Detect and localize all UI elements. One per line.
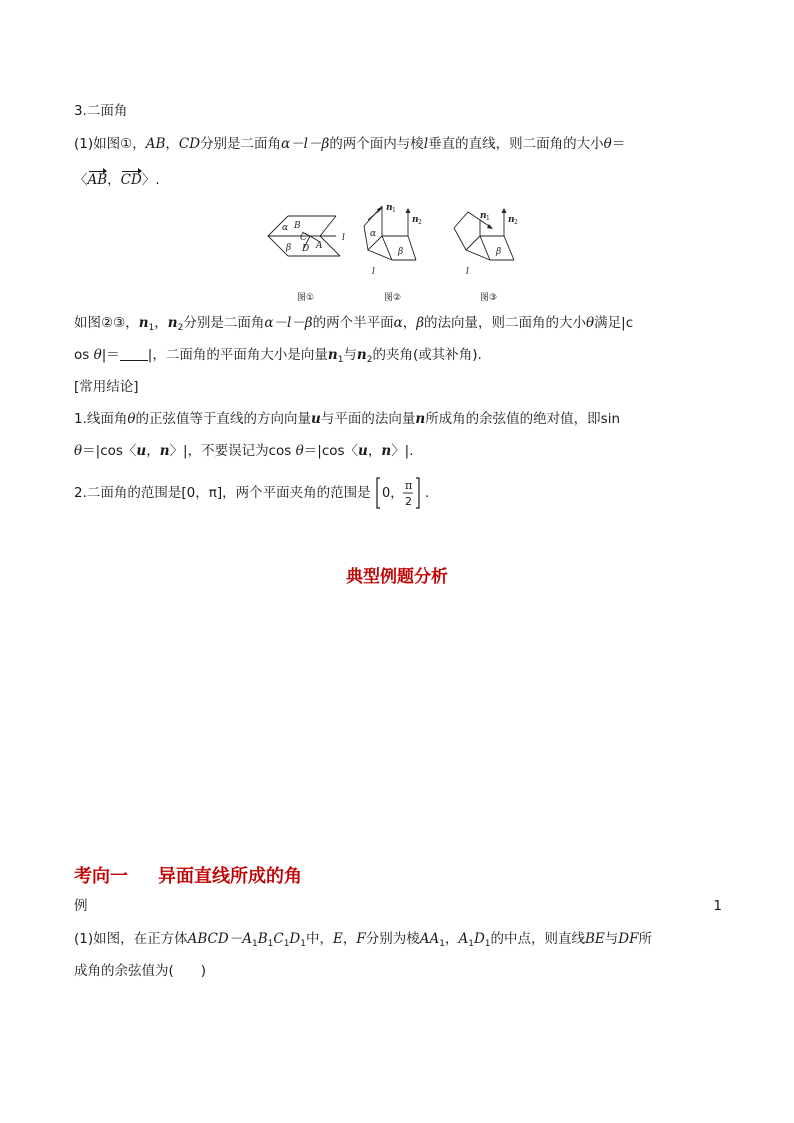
fig1-c-label: C <box>300 233 307 243</box>
interval-two: 2 <box>404 495 412 508</box>
fig1-alpha-label: α <box>282 223 289 233</box>
conclusion-1-line-2: θ＝|cos〈u，n〉|，不要误记为cos θ＝|cos〈u，n〉|. <box>74 443 414 459</box>
figure-1-caption: 图① <box>297 293 315 303</box>
fig1-b-label: B <box>294 221 301 231</box>
interval-zero: 0， <box>381 486 404 501</box>
conclusion-1-line-1: 1.线面角θ的正弦值等于直线的方向向量u与平面的法向量n所成角的余弦值的绝对值，即sin <box>74 411 621 427</box>
fig3-l-label: l <box>466 267 469 277</box>
paragraph-2-line-1: 如图②③，$n_1$，$n_2$分别是二面角α－l－β的两个半平面α，β的法向量，则二面角的大小θ满足|c <box>74 315 634 333</box>
fig3-n2-subscript: 2 <box>514 219 518 226</box>
example-label: 例 <box>74 898 88 914</box>
conclusion-2: 2.二面角的范围是[0，π]，两个平面夹角的范围是 0， π 2 . <box>74 476 722 510</box>
fig2-n2-subscript: 2 <box>418 219 422 226</box>
example-question-line-2: 成角的余弦值为( ) <box>74 963 207 979</box>
fig1-a-label: A <box>316 241 323 251</box>
paragraph-1-line-1: (1)如图①，AB，CD分别是二面角α－l－β的两个面内与棱l垂直的直线，则二面角的大小θ＝ <box>74 136 626 152</box>
heading-dihedral-angle: 3.二面角 <box>74 103 128 119</box>
fig3-n1-label: n <box>480 211 487 221</box>
paragraph-1-line-2: 〈AB，CD〉. <box>74 172 160 188</box>
fig3-beta-label: β <box>496 247 502 257</box>
fig1-beta-label: β <box>286 243 292 253</box>
interval-zero-to-half-pi <box>375 476 425 510</box>
example-question-line-1: (1)如图，在正方体$ABCD-A_1B_1C_1D_1$中，E，F分别为棱$AA_1$，$A_1D_1$的中点，则直线BE与DF所 <box>74 931 652 949</box>
common-conclusions-heading: [常用结论] <box>74 379 139 395</box>
fig3-n1-subscript: 1 <box>486 215 490 222</box>
fill-in-blank[interactable] <box>120 346 148 361</box>
fig2-beta-label: β <box>398 247 404 257</box>
figure-3-caption: 图③ <box>480 293 498 303</box>
interval-pi: π <box>404 479 413 492</box>
vector-cd: CD <box>120 172 142 188</box>
fig2-n1-label: n <box>386 203 393 213</box>
topic-heading: 考向一 异面直线所成的角 <box>74 866 302 887</box>
fig3-n2-label: n <box>508 215 515 225</box>
fig1-l-label: l <box>342 233 345 243</box>
figure-2-caption: 图② <box>384 293 402 303</box>
fig1-d-label: D <box>302 244 310 254</box>
fig2-alpha-label: α <box>370 229 377 239</box>
fig2-n2-label: n <box>412 215 419 225</box>
section-title-typical-examples: 典型例题分析 <box>346 567 448 587</box>
example-number: 1 <box>713 898 722 914</box>
paragraph-2-line-2: os θ|＝ |，二面角的平面角大小是向量$n_1$与$n_2$的夹角(或其补角). <box>74 347 482 365</box>
fig2-l-label: l <box>372 267 375 277</box>
example-label-row <box>74 896 722 916</box>
vector-ab: AB <box>87 172 108 188</box>
fig2-n1-subscript: 1 <box>392 207 396 214</box>
